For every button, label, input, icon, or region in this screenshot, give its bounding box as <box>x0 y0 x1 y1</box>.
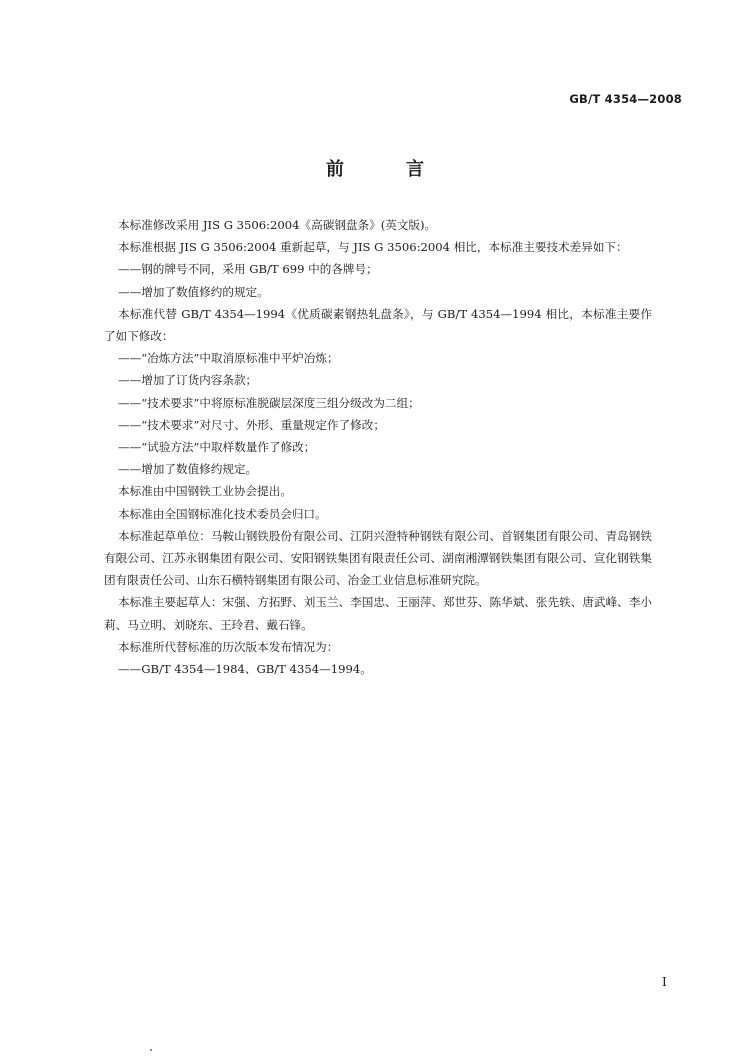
page-title: 前 言 <box>326 159 446 180</box>
paragraph: 本标准修改采用 JIS G 3506:2004《高碳钢盘条》(英文版)。 <box>118 218 437 232</box>
paragraph: 本标准主要起草人：宋强、方拓野、刘玉兰、李国忠、王丽萍、郑世芬、陈华斌、张先轶、唐武峰、李小莉、马立明、刘晓东、王玲君、戴石锋。 <box>104 595 652 632</box>
list-item: ——“技术要求”对尺寸、外形、重量规定作了修改； <box>118 417 385 432</box>
paragraph: 本标准由中国钢铁工业协会提出。 <box>118 484 292 499</box>
list-item: ——GB/T 4354—1984、GB/T 4354—1994。 <box>118 662 372 677</box>
paragraph: 本标准代替 GB/T 4354—1994《优质碳素钢热轧盘条》，与 GB/T 4354—1994 相比，本标准主要作了如下修改： <box>104 306 652 344</box>
list-item: ——“冶炼方法”中取消原标准中平炉冶炼； <box>118 351 339 366</box>
paragraph: 本标准由全国钢标准化技术委员会归口。 <box>118 506 327 521</box>
list-item: ——增加了数值修约的规定。 <box>118 284 269 299</box>
list-item: ——“技术要求”中将原标准脱碳层深度三组分级改为二组； <box>118 395 420 410</box>
paragraph: 本标准起草单位：马鞍山钢铁股份有限公司、江阴兴澄特种钢铁有限公司、首钢集团有限公司、青岛钢铁有限公司、江苏永钢集团有限公司、安阳钢铁集团有限责任公司、湖南湘潭钢铁集团有限公司、宣化钢铁集团有限责任公司、山东石横特钢集团有限公司、冶金工业信息标准研究院。 <box>104 528 652 588</box>
document-body <box>104 214 652 680</box>
scan-speck <box>150 1049 152 1051</box>
standard-code: GB/T 4354—2008 <box>569 92 682 106</box>
list-item: ——增加了订货内容条款； <box>118 373 258 388</box>
list-item: ——钢的牌号不同，采用 GB/T 699 中的各牌号； <box>118 262 378 277</box>
list-item: ——增加了数值修约规定。 <box>118 462 258 477</box>
paragraph: 本标准所代替标准的历次版本发布情况为： <box>118 639 339 654</box>
list-item: ——“试验方法”中取样数量作了修改； <box>118 440 316 455</box>
page-number: I <box>662 975 667 989</box>
paragraph: 本标准根据 JIS G 3506:2004 重新起草，与 JIS G 3506:2004 相比，本标准主要技术差异如下： <box>118 240 628 255</box>
